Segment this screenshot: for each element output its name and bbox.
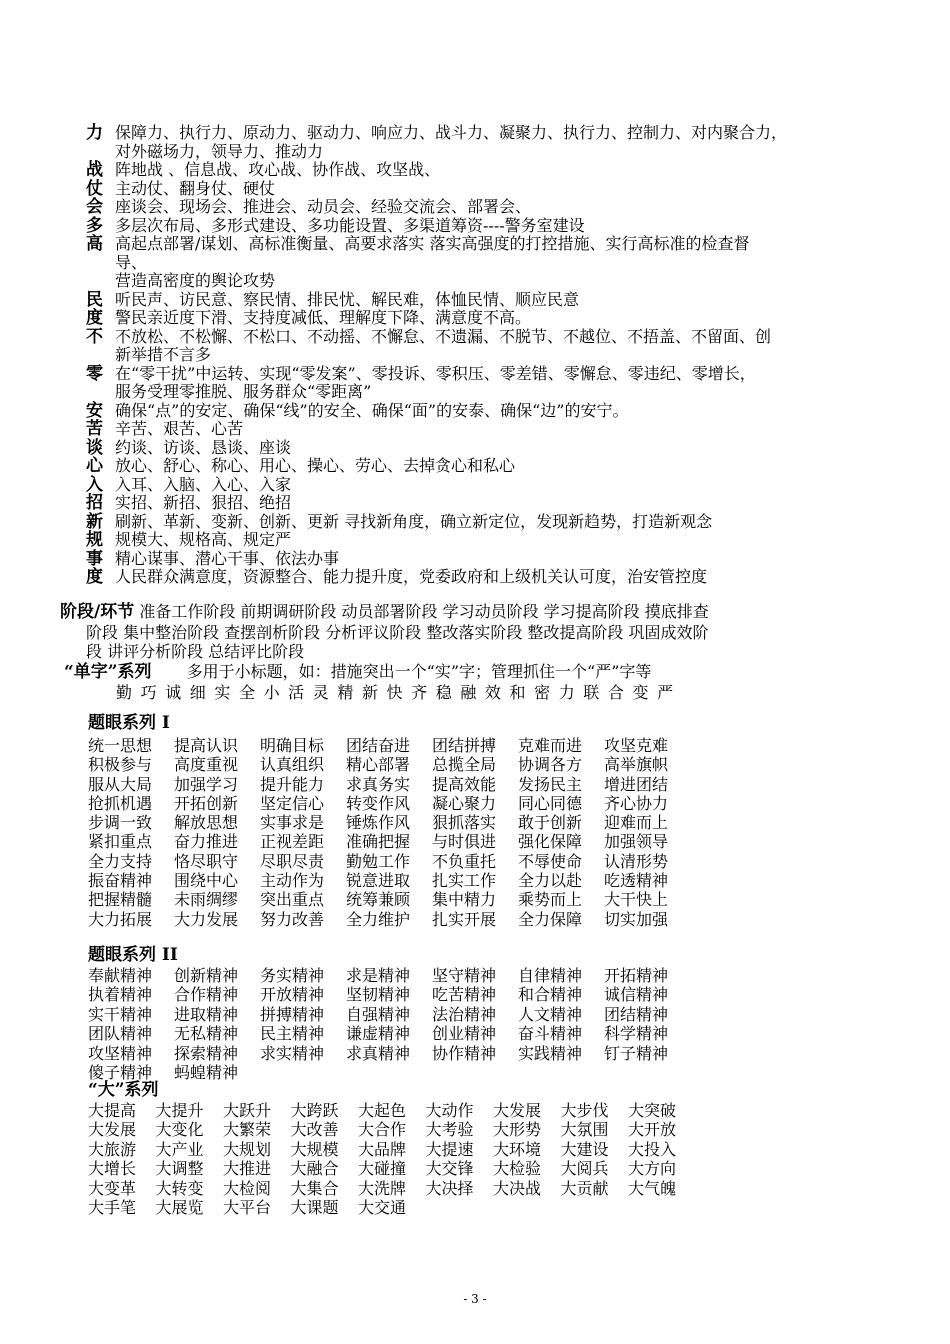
- phrase-cell: 努力改善: [260, 909, 325, 929]
- phrase-cell: 大阅兵: [560, 1159, 609, 1179]
- phrase-cell: 创新精神: [174, 966, 239, 985]
- phrase-cell: 加强领导: [604, 832, 669, 852]
- phrase-cell: 求真务实: [346, 774, 411, 794]
- keyword-text: 高起点部署/谋划、高标准衡量、高要求落实 落实高强度的打控措施、实行高标准的检查督: [115, 234, 750, 253]
- keyword-char: 战: [86, 160, 103, 180]
- single-char: 新: [361, 683, 378, 702]
- single-char: 快: [386, 683, 403, 702]
- keyword-text: 服务受理零推脱、服务群众“零距离”: [115, 382, 372, 401]
- phrase-row: [88, 1159, 696, 1178]
- phrase-cell: 恪尽职守: [174, 851, 239, 871]
- phrase-cell: 凝心聚力: [432, 793, 497, 813]
- keyword-char: 会: [86, 197, 103, 217]
- keyword-char: 事: [86, 548, 103, 569]
- single-char: 巧: [140, 683, 157, 702]
- keyword-text: 不放松、不松懈、不松口、不动摇、不懈怠、不遗漏、不脱节、不越位、不捂盖、不留面、创: [115, 326, 772, 346]
- keyword-entries: [86, 124, 886, 587]
- series1-title: 题眼系列 I: [88, 713, 170, 733]
- phrase-cell: 奋斗精神: [518, 1024, 583, 1044]
- keyword-text: 多层次布局、多形式建设、多功能设置、多渠道筹资----警务室建设: [115, 215, 585, 235]
- page-number: - 3 -: [463, 1292, 487, 1306]
- single-char: 勤: [116, 683, 133, 702]
- phrase-cell: 大贡献: [560, 1178, 609, 1198]
- keyword-char: 安: [86, 400, 103, 421]
- phrase-cell: 大检阅: [223, 1178, 272, 1198]
- phrase-cell: 团结拼搏: [432, 736, 497, 755]
- single-char: 严: [657, 683, 674, 702]
- phrase-cell: 大提升: [155, 1101, 204, 1120]
- phrase-cell: 迎难而上: [604, 813, 669, 833]
- phrase-cell: 奋力推进: [174, 832, 239, 852]
- phrase-cell: 总揽全局: [432, 755, 497, 775]
- keyword-text: 确保“点”的安定、确保“线”的安全、确保“面”的安泰、确保“边”的安宁。: [115, 400, 629, 420]
- keyword-entry-line: [86, 346, 886, 365]
- phrase-cell: 不负重托: [432, 851, 497, 871]
- phrase-row: [88, 1120, 696, 1139]
- phrase-cell: 高度重视: [174, 755, 239, 775]
- keyword-char: 民: [86, 289, 103, 310]
- keyword-text: 辛苦、艰苦、心苦: [115, 419, 244, 438]
- phrase-cell: 大发展: [493, 1101, 542, 1120]
- phrase-cell: 服从大局: [88, 774, 153, 794]
- phrase-row: [88, 832, 690, 851]
- phrase-cell: 大产业: [155, 1139, 204, 1159]
- phrase-cell: 集中精力: [432, 890, 497, 910]
- single-char: 融: [460, 683, 477, 702]
- phrase-cell: 与时俱进: [432, 832, 497, 852]
- phrase-cell: 人文精神: [518, 1004, 583, 1024]
- keyword-entry-line: [86, 513, 886, 532]
- phrase-cell: 蚂蝗精神: [174, 1063, 239, 1083]
- phrase-cell: 大推进: [223, 1159, 272, 1179]
- single-char: 活: [288, 683, 305, 702]
- phrase-cell: 准确把握: [346, 832, 411, 852]
- phrase-cell: 攻坚克难: [604, 736, 669, 755]
- phrase-row: [88, 1140, 696, 1159]
- phrase-cell: 大投入: [628, 1139, 677, 1159]
- phrase-cell: 抢抓机遇: [88, 793, 153, 813]
- phrase-cell: 团结精神: [604, 1004, 669, 1024]
- phrase-cell: 大规模: [290, 1139, 339, 1159]
- keyword-char: 零: [86, 363, 103, 384]
- phrase-cell: 大融合: [290, 1159, 339, 1179]
- phrase-cell: 大交锋: [425, 1159, 474, 1179]
- phrase-cell: 全力保障: [518, 909, 583, 929]
- phrase-cell: 大跃升: [223, 1101, 272, 1120]
- phrase-cell: 统一思想: [88, 736, 153, 755]
- phrase-cell: 大提高: [88, 1101, 137, 1120]
- keyword-entry-line: [86, 254, 886, 273]
- phrase-cell: 大手笔: [88, 1198, 137, 1218]
- keyword-char: 入: [86, 474, 103, 495]
- dashi-grid: [88, 1101, 696, 1217]
- series1-grid: [88, 736, 690, 929]
- keyword-entry-line: [86, 365, 886, 384]
- phrase-cell: 协调各方: [518, 755, 583, 775]
- single-char: 灵: [312, 683, 329, 702]
- phrase-row: [88, 775, 690, 794]
- keyword-char: 招: [86, 493, 103, 513]
- keyword-entry-line: [86, 402, 886, 421]
- phrase-cell: 团结奋进: [346, 736, 411, 755]
- phrase-cell: 大品牌: [358, 1139, 407, 1159]
- phrase-cell: 拼搏精神: [260, 1004, 325, 1024]
- phrase-cell: 乘势而上: [518, 890, 583, 910]
- keyword-char: 心: [86, 456, 103, 476]
- phrase-cell: 大环境: [493, 1139, 542, 1159]
- phrase-row: [88, 966, 690, 985]
- phrase-cell: 大变化: [155, 1120, 204, 1140]
- keyword-entry-line: [86, 494, 886, 513]
- keyword-entry-line: [86, 309, 886, 328]
- phrase-cell: 尽职尽责: [260, 851, 325, 871]
- phrase-cell: 法治精神: [432, 1004, 497, 1024]
- phrase-cell: 紧扣重点: [88, 832, 153, 852]
- single-char: 效: [484, 683, 501, 702]
- phrase-cell: 扎实工作: [432, 871, 497, 891]
- phrase-cell: 扎实开展: [432, 909, 497, 929]
- keyword-text: 营造高密度的舆论攻势: [115, 271, 276, 290]
- phrase-row: [88, 1024, 690, 1043]
- keyword-text: 导、: [115, 252, 148, 272]
- keyword-text: 听民声、访民意、察民情、排民忧、解民难，体恤民情、顺应民意: [115, 289, 580, 309]
- phrase-cell: 开放精神: [260, 985, 325, 1005]
- phrase-cell: 步调一致: [88, 813, 153, 833]
- series2-grid: [88, 966, 690, 1082]
- keyword-char: 力: [86, 123, 103, 143]
- phrase-cell: 大力发展: [174, 909, 239, 929]
- phrase-cell: 锐意进取: [346, 871, 411, 891]
- phrase-cell: 认清形势: [604, 851, 669, 871]
- keyword-text: 人民群众满意度，资源整合、能力提升度，党委政府和上级机关认可度，治安管控度: [115, 567, 708, 586]
- phrase-cell: 大合作: [358, 1120, 407, 1140]
- phrase-row: [88, 736, 690, 755]
- phrase-cell: 奉献精神: [88, 966, 153, 985]
- phrase-cell: 大跨跃: [290, 1101, 339, 1120]
- stage-section: [60, 602, 880, 662]
- phrase-cell: 大提速: [425, 1139, 474, 1159]
- dashi-title: “大”系列: [88, 1080, 159, 1100]
- phrase-cell: 大洗牌: [358, 1178, 407, 1198]
- single-char-list: [116, 683, 682, 703]
- keyword-entry-line: [86, 383, 886, 402]
- single-char: 变: [632, 683, 649, 702]
- phrase-cell: 主动作为: [260, 871, 325, 891]
- phrase-cell: 傻子精神: [88, 1063, 153, 1083]
- keyword-char: 规: [86, 530, 103, 550]
- phrase-cell: 提高认识: [174, 736, 239, 755]
- phrase-cell: 未雨绸缪: [174, 890, 239, 910]
- phrase-cell: 求真精神: [346, 1043, 411, 1063]
- phrase-cell: 大改善: [290, 1120, 339, 1140]
- single-char: 力: [558, 683, 575, 702]
- series2-title: 题眼系列 II: [88, 945, 178, 965]
- phrase-cell: 振奋精神: [88, 871, 153, 891]
- phrase-cell: 自强精神: [346, 1004, 411, 1024]
- phrase-cell: 锤炼作风: [346, 813, 411, 833]
- keyword-entry-line: [86, 439, 886, 458]
- phrase-cell: 协作精神: [432, 1043, 497, 1063]
- phrase-row: [88, 1044, 690, 1063]
- keyword-char: [86, 346, 115, 365]
- phrase-cell: 大力拓展: [88, 909, 153, 929]
- phrase-row: [88, 1005, 690, 1024]
- phrase-cell: 大碰撞: [358, 1159, 407, 1179]
- phrase-cell: 大发展: [88, 1120, 137, 1140]
- keyword-char: 不: [86, 326, 103, 347]
- phrase-cell: 科学精神: [604, 1024, 669, 1044]
- keyword-char: 高: [86, 234, 103, 254]
- phrase-cell: 同心同德: [518, 793, 583, 813]
- phrase-row: [88, 1198, 696, 1217]
- keyword-text: 主动仗、翻身仗、硬仗: [115, 178, 276, 198]
- single-char: 全: [238, 683, 255, 702]
- single-char: 细: [189, 683, 206, 702]
- phrase-cell: 大气魄: [628, 1178, 677, 1198]
- single-char: 精: [337, 683, 354, 702]
- phrase-cell: 精心部署: [346, 755, 411, 775]
- keyword-text: 约谈、访谈、恳谈、座谈: [115, 437, 292, 457]
- phrase-cell: 进取精神: [174, 1004, 239, 1024]
- phrase-cell: 围绕中心: [174, 871, 239, 891]
- keyword-entry-line: [86, 328, 886, 347]
- phrase-cell: 实践精神: [518, 1043, 583, 1063]
- phrase-cell: 齐心协力: [604, 793, 669, 813]
- phrase-cell: 转变作风: [346, 793, 411, 813]
- phrase-cell: 民主精神: [260, 1024, 325, 1044]
- phrase-cell: 吃透精神: [604, 871, 669, 891]
- keyword-entry-line: [86, 476, 886, 495]
- stage-line-1: 准备工作阶段 前期调研阶段 动员部署阶段 学习动员阶段 学习提高阶段 摸底排查: [139, 602, 709, 621]
- keyword-text: 精心谋事、潜心干事、依法办事: [115, 548, 340, 568]
- phrase-cell: 大起色: [358, 1101, 407, 1120]
- phrase-cell: 明确目标: [260, 736, 325, 755]
- phrase-cell: 大检验: [493, 1159, 542, 1179]
- phrase-cell: 提高效能: [432, 774, 497, 794]
- keyword-char: 谈: [86, 437, 103, 458]
- phrase-row: [88, 910, 690, 929]
- phrase-cell: 敢于创新: [518, 813, 583, 833]
- keyword-text: 警民亲近度下滑、支持度减低、理解度下降、满意度不高。: [115, 308, 532, 327]
- phrase-cell: 吃苦精神: [432, 985, 497, 1005]
- phrase-cell: 大动作: [425, 1101, 474, 1120]
- phrase-cell: 大交通: [358, 1198, 407, 1218]
- stage-line-2: 阶段 集中整治阶段 查摆剖析阶段 分析评议阶段 整改落实阶段 整改提高阶段 巩固成效阶: [86, 622, 709, 642]
- single-char-desc: 多用于小标题，如：措施突出一个“实”字；管理抓住一个“严”字等: [186, 662, 652, 681]
- keyword-char: [86, 272, 115, 291]
- phrase-cell: 强化保障: [518, 832, 583, 852]
- phrase-row: [88, 1063, 690, 1082]
- keyword-char: [86, 383, 115, 402]
- phrase-cell: 实事求是: [260, 813, 325, 833]
- single-char: 实: [214, 683, 231, 702]
- single-char: 合: [607, 683, 624, 702]
- keyword-text: 保障力、执行力、原动力、驱动力、响应力、战斗力、凝聚力、执行力、控制力、对内聚合力，: [115, 123, 788, 142]
- phrase-cell: 大突破: [628, 1101, 677, 1120]
- phrase-cell: 突出重点: [260, 890, 325, 910]
- phrase-cell: 团队精神: [88, 1024, 153, 1044]
- keyword-char: [86, 254, 115, 273]
- phrase-cell: 狠抓落实: [432, 813, 497, 833]
- phrase-cell: 大干快上: [604, 890, 669, 910]
- phrase-cell: 大开放: [628, 1120, 677, 1140]
- keyword-text: 规模大、规格高、规定严: [115, 530, 292, 549]
- keyword-entry-line: [86, 180, 886, 199]
- phrase-cell: 大变革: [88, 1178, 137, 1198]
- single-char: 诚: [165, 683, 182, 702]
- keyword-entry-line: [86, 124, 886, 143]
- phrase-cell: 认真组织: [260, 755, 325, 775]
- phrase-cell: 攻坚精神: [88, 1043, 153, 1063]
- phrase-cell: 切实加强: [604, 909, 669, 929]
- phrase-cell: 坚守精神: [432, 966, 497, 985]
- keyword-entry-line: [86, 568, 886, 587]
- single-char: 齐: [411, 683, 428, 702]
- phrase-cell: 探索精神: [174, 1043, 239, 1063]
- keyword-text: 阵地战 、信息战、攻心战、协作战、攻坚战、: [115, 160, 441, 179]
- phrase-cell: 全力维护: [346, 909, 411, 929]
- phrase-cell: 解放思想: [174, 813, 239, 833]
- phrase-cell: 大氛围: [560, 1120, 609, 1140]
- phrase-cell: 求是精神: [346, 966, 411, 985]
- keyword-char: 度: [86, 567, 103, 587]
- phrase-cell: 克难而进: [518, 736, 583, 755]
- phrase-cell: 务实精神: [260, 966, 325, 985]
- phrase-cell: 钉子精神: [604, 1043, 669, 1063]
- phrase-row: [88, 813, 690, 832]
- phrase-cell: 高举旗帜: [604, 755, 669, 775]
- phrase-cell: 统筹兼顾: [346, 890, 411, 910]
- phrase-row: [88, 794, 690, 813]
- keyword-entry-line: [86, 235, 886, 254]
- keyword-char: [86, 143, 115, 162]
- phrase-cell: 加强学习: [174, 774, 239, 794]
- phrase-cell: 创业精神: [432, 1024, 497, 1044]
- phrase-cell: 实干精神: [88, 1004, 153, 1024]
- phrase-cell: 大调整: [155, 1159, 204, 1179]
- phrase-cell: 大规划: [223, 1139, 272, 1159]
- single-char-label: “单字”系列: [64, 662, 152, 682]
- phrase-cell: 把握精髓: [88, 890, 153, 910]
- keyword-char: 新: [86, 511, 103, 532]
- phrase-cell: 和合精神: [518, 985, 583, 1005]
- single-char: 联: [583, 683, 600, 702]
- phrase-cell: 自律精神: [518, 966, 583, 985]
- single-char: 稳: [435, 683, 452, 702]
- keyword-entry-line: [86, 531, 886, 550]
- phrase-row: [88, 755, 690, 774]
- phrase-cell: 求实精神: [260, 1043, 325, 1063]
- stage-line-3: 段 讲评分析阶段 总结评比阶段: [86, 642, 305, 661]
- phrase-cell: 坚定信心: [260, 793, 325, 813]
- keyword-text: 入耳、入脑、入心、入家: [115, 474, 292, 494]
- keyword-text: 对外磁场力，领导力、推动力: [115, 141, 324, 161]
- keyword-text: 刷新、革新、变新、创新、更新 寻找新角度，确立新定位，发现新趋势，打造新观念: [115, 511, 713, 531]
- keyword-entry-line: [86, 272, 886, 291]
- phrase-cell: 大旅游: [88, 1139, 137, 1159]
- keyword-entry-line: [86, 143, 886, 162]
- phrase-cell: 大形势: [493, 1120, 542, 1140]
- phrase-cell: 合作精神: [174, 985, 239, 1005]
- phrase-cell: 发扬民主: [518, 774, 583, 794]
- phrase-cell: 大集合: [290, 1178, 339, 1198]
- phrase-cell: 大决择: [425, 1178, 474, 1198]
- phrase-cell: 大方向: [628, 1159, 677, 1179]
- keyword-text: 座谈会、现场会、推进会、动员会、经验交流会、部署会、: [115, 197, 532, 216]
- phrase-cell: 积极参与: [88, 755, 153, 775]
- phrase-cell: 正视差距: [260, 832, 325, 852]
- keyword-text: 新举措不言多: [115, 345, 212, 364]
- phrase-row: [88, 890, 690, 909]
- single-char: 密: [534, 683, 551, 702]
- keyword-entry-line: [86, 291, 886, 310]
- keyword-entry-line: [86, 198, 886, 217]
- phrase-cell: 大建设: [560, 1139, 609, 1159]
- phrase-cell: 大转变: [155, 1178, 204, 1198]
- phrase-cell: 大平台: [223, 1198, 272, 1218]
- keyword-text: 实招、新招、狠招、绝招: [115, 493, 292, 512]
- phrase-row: [88, 1101, 696, 1120]
- keyword-char: 多: [86, 215, 103, 236]
- phrase-row: [88, 871, 690, 890]
- stage-label: 阶段/环节: [60, 602, 135, 622]
- phrase-cell: 坚韧精神: [346, 985, 411, 1005]
- keyword-entry-line: [86, 420, 886, 439]
- keyword-entry-line: [86, 550, 886, 569]
- phrase-cell: 全力以赴: [518, 871, 583, 891]
- phrase-row: [88, 852, 690, 871]
- phrase-cell: 不辱使命: [518, 851, 583, 871]
- keyword-char: 度: [86, 308, 103, 328]
- phrase-cell: 提升能力: [260, 774, 325, 794]
- single-char: 和: [509, 683, 526, 702]
- single-char-section: [64, 662, 884, 682]
- phrase-cell: 大考验: [425, 1120, 474, 1140]
- phrase-cell: 大展览: [155, 1198, 204, 1218]
- phrase-cell: 大决战: [493, 1178, 542, 1198]
- phrase-cell: 勤勉工作: [346, 851, 411, 871]
- phrase-cell: 增进团结: [604, 774, 669, 794]
- phrase-cell: 开拓精神: [604, 966, 669, 985]
- phrase-row: [88, 985, 690, 1004]
- phrase-cell: 大增长: [88, 1159, 137, 1179]
- keyword-entry-line: [86, 217, 886, 236]
- keyword-text: 在“零干扰”中运转、实现“零发案”、零投诉、零积压、零差错、零懈怠、零违纪、零增长，: [115, 363, 756, 383]
- phrase-cell: 谦虚精神: [346, 1024, 411, 1044]
- phrase-cell: 执着精神: [88, 985, 153, 1005]
- phrase-cell: 开拓创新: [174, 793, 239, 813]
- phrase-cell: 全力支持: [88, 851, 153, 871]
- keyword-char: 仗: [86, 178, 103, 199]
- phrase-cell: 大繁荣: [223, 1120, 272, 1140]
- keyword-entry-line: [86, 457, 886, 476]
- phrase-cell: 无私精神: [174, 1024, 239, 1044]
- single-char: 小: [263, 683, 280, 702]
- keyword-text: 放心、舒心、称心、用心、操心、劳心、去掉贪心和私心: [115, 456, 516, 475]
- keyword-entry-line: [86, 161, 886, 180]
- phrase-cell: 大课题: [290, 1198, 339, 1218]
- phrase-cell: 诚信精神: [604, 985, 669, 1005]
- phrase-row: [88, 1179, 696, 1198]
- phrase-cell: 大步伐: [560, 1101, 609, 1120]
- keyword-char: 苦: [86, 419, 103, 439]
